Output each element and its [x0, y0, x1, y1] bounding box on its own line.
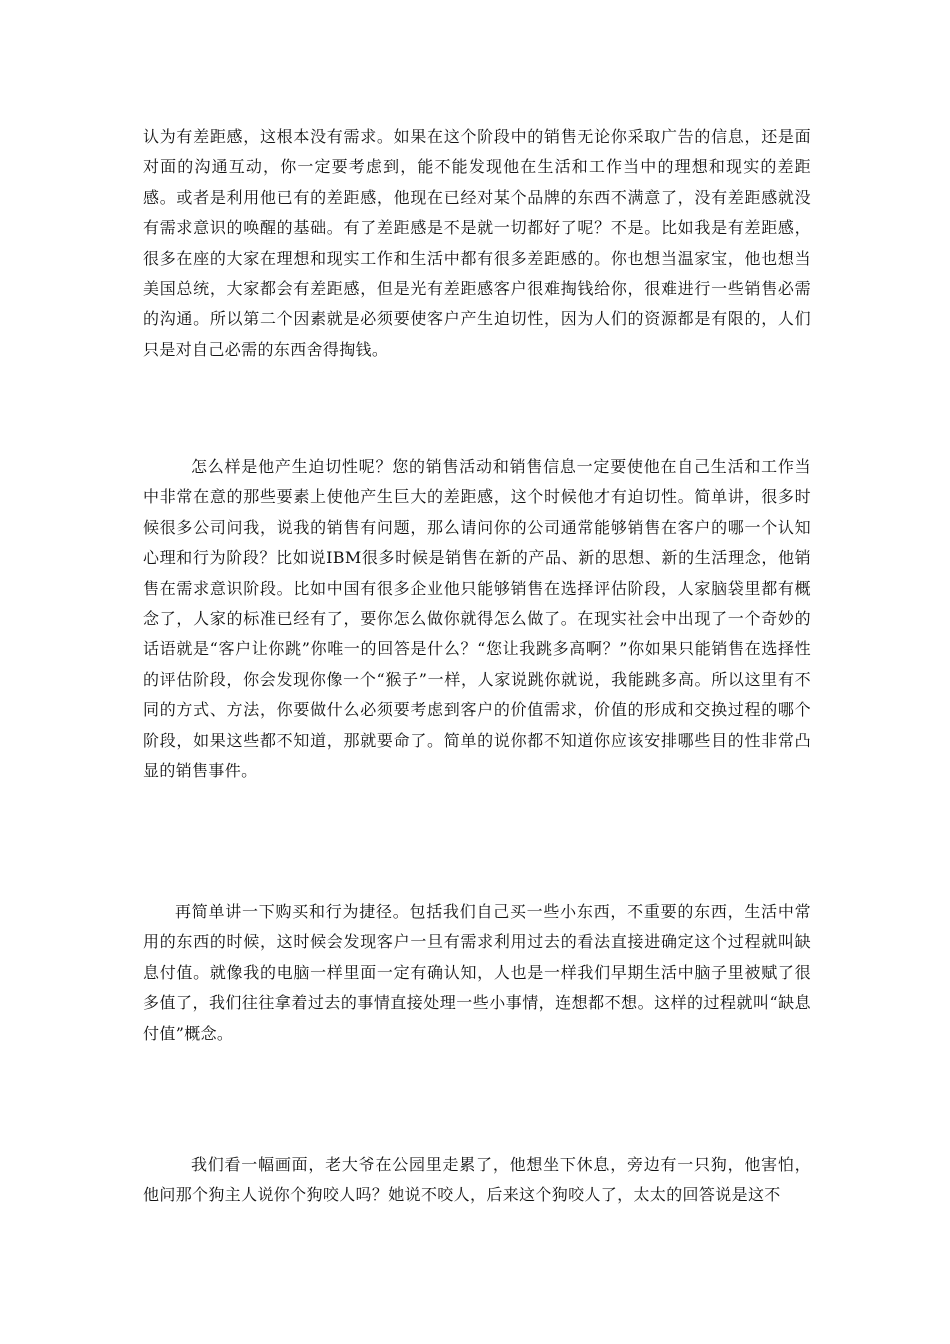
- paragraph-1: 认为有差距感，这根本没有需求。如果在这个阶段中的销售无论你采取广告的信息，还是面对面的沟通互动，你一定要考虑到，能不能发现他在生活和工作当中的理想和现实的差距感。或者是利用他已有的差距感，他现在已经对某个品牌的东西不满意了，没有差距感就没有需求意识的唤醒的基础。有了差距感是不是就一切都好了呢？不是。比如我是有差距感，很多在座的大家在理想和现实工作和生活中都有很多差距感的。你也想当温家宝，他也想当美国总统，大家都会有差距感，但是光有差距感客户很难掏钱给你，很难进行一些销售必需的沟通。所以第二个因素就是必须要使客户产生迫切性，因为人们的资源都是有限的，人们只是对自己必需的东西舍得掏钱。: [143, 127, 811, 359]
- paragraph-2: 怎么样是他产生迫切性呢？您的销售活动和销售信息一定要使他在自己生活和工作当中非常在意的那些要素上使他产生巨大的差距感，这个时候他才有迫切性。简单讲，很多时候很多公司问我，说我的销售有问题，那么请问你的公司通常能够销售在客户的哪一个认知心理和行为阶段？比如说IBM很多时候是销售在新的产品、新的思想、新的生活理念，他销售在需求意识阶段。比如中国有很多企业他只能够销售在选择评估阶段，人家脑袋里都有概念了，人家的标准已经有了，要你怎么做你就得怎么做了。在现实社会中出现了一个奇妙的话语就是“客户让你跳”你唯一的回答是什么？“您让我跳多高啊？”你如果只能销售在选择性的评估阶段，你会发现你像一个“猴子”一样，人家说跳你就说，我能跳多高。所以这里有不同的方式、方法，你要做什么必须要考虑到客户的价值需求，价值的形成和交换过程的哪个阶段，如果这些都不知道，那就要命了。简单的说你都不知道你应该安排哪些目的性非常凸显的销售事件。: [143, 457, 811, 781]
- paragraph-3: 再简单讲一下购买和行为捷径。包括我们自己买一些小东西，不重要的东西，生活中常用的东西的时候，这时候会发现客户一旦有需求利用过去的看法直接进确定这个过程就叫缺息付值。就像我的电脑一样里面一定有确认知，人也是一样我们早期生活中脑子里被赋了很多值了，我们往往拿着过去的事情直接处理一些小事情，连想都不想。这样的过程就叫“缺息付值”概念。: [143, 902, 811, 1043]
- paragraph-4: 我们看一幅画面，老大爷在公园里走累了，他想坐下休息，旁边有一只狗，他害怕，他问那个狗主人说你个狗咬人吗？她说不咬人，后来这个狗咬人了，太太的回答说是这不: [143, 1155, 811, 1205]
